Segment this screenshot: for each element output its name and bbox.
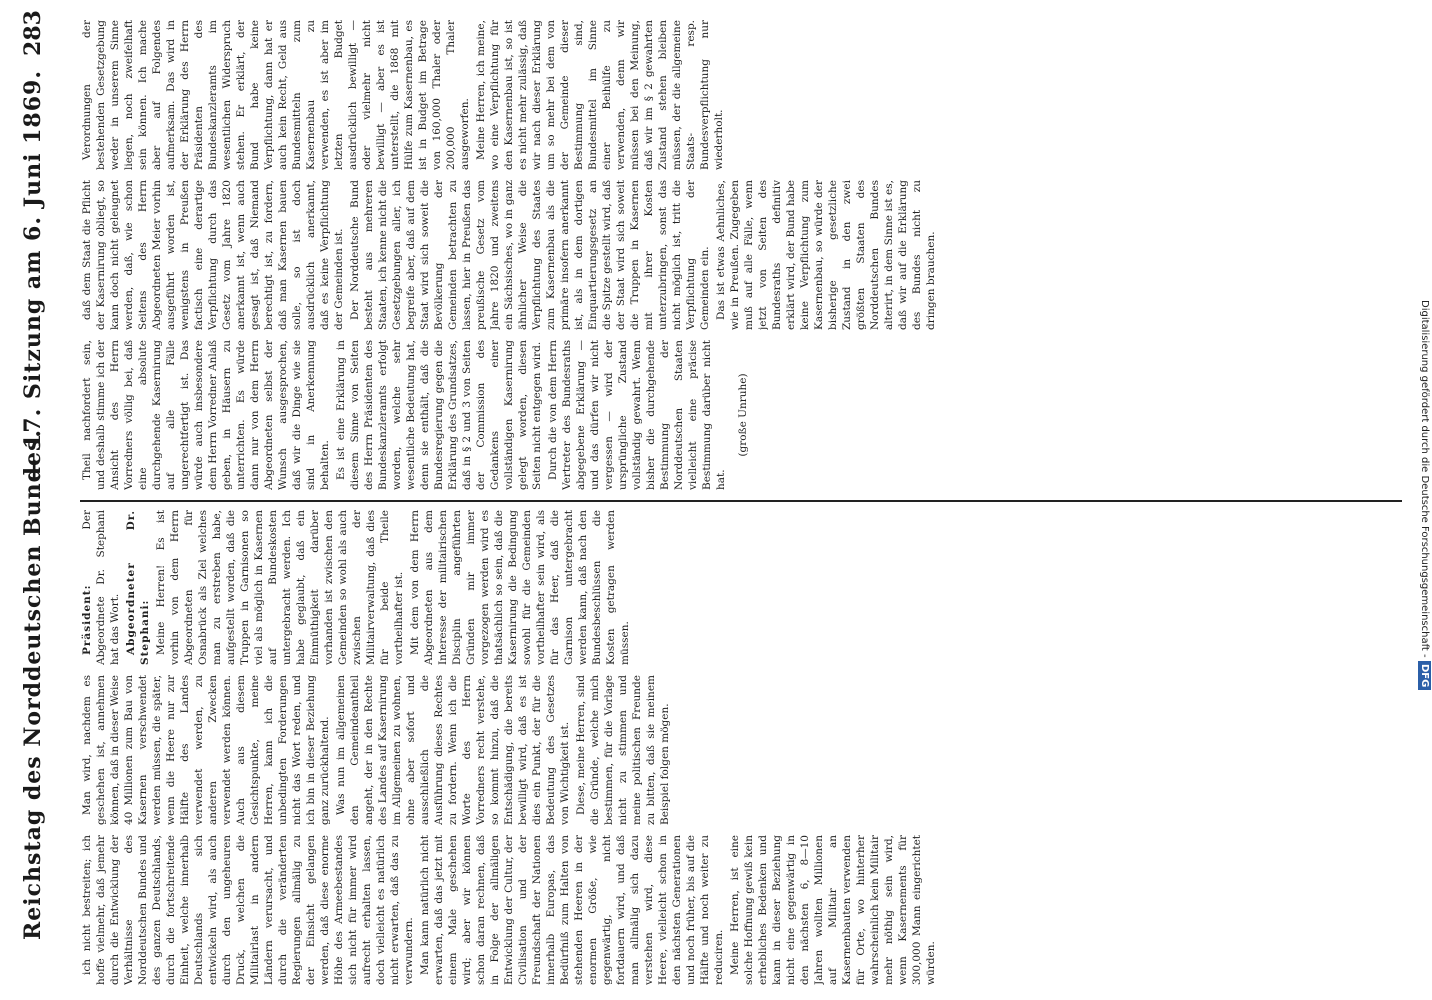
page-divider (80, 500, 1402, 502)
column-6 (80, 20, 1402, 170)
paragraph: Was nun im allgemeinen den Gemeindeantheil angeht, der in den Rechte des Landes auf Kasernirung im Allgemeinen zu wohnen, ohne aber sofort und ausschließlich die Ausführung dieses Rechtes zu fordern. Wenn ich die Worte des Herrn Vorredners recht verstehe, so kommt hinzu, daß die Entschädigung, die bereits bewilligt wird, daß es ist dies ein Punkt, der für die Bedeutung des Gesetzes von Wichtigkeit ist. (335, 675, 571, 825)
paragraph: Diese, meine Herren, sind die Gründe, welche mich bestimmen, für die Vorlage nicht zu stimmen und meine politischen Freunde zu bitten, daß sie meinem Beispiel folgen mögen. (575, 675, 671, 825)
page-number: 283 (20, 10, 46, 56)
paragraph: ich nicht bestreiten; ich hoffe vielmehr, daß jemehr durch die Entwicklung der Verhältnisse des Norddeutschen Bundes und des ganzen Deutschlands, durch die fortschreitende Einheit, welche innerhalb Deutschlands sich entwickeln wird, als auch durch den ungeheuren Druck, welchen die Militairlast in andern Ländern verursacht, und durch die veränderten Regierungen allmälig zu der Einsicht gelangen werden, daß diese enorme Höhe des Armeebestandes sich nicht für immer wird aufrecht erhalten lassen, doch vielleicht es natürlich nicht erwarten, daß das zu verwundern. (81, 835, 415, 985)
paragraph: Meine Herren, ist eine solche Hoffnung gewiß kein erhebliches Bedenken und kann in dieser Beziehung nicht eine gegenwärtig in den nächsten 6, 8—10 Jahren wollten Millionen auf Militair an Kasernenbauten verwenden für Orte, wo hinterher wahrscheinlich kein Militair mehr nöthig sein wird, wenn Kasernements für 300,000 Mann eingerichtet würden. (729, 835, 937, 985)
session-title: — 17. Sitzung am 6. Juni 1869. (20, 70, 46, 481)
column-5 (80, 180, 1402, 330)
speaker-line (80, 510, 122, 665)
dfg-logo: DFG (1418, 661, 1431, 690)
paragraph: Theil nachfordert sein, und deshalb stimme ich der Ansicht des Herrn Vorredners völlig bei, daß eine absolute durchgehende Kasernirung auf alle Fälle ungerechtfertigt ist. Das würde auch insbesondere dem Herrn Vorredner Anlaß geben, in Häusern zu unterrichten. Es würde dann nur von dem Herrn Abgeordneten selbst der Wunsch ausgesprochen, daß wir die Dinge wie sie sind in Anerkennung behalten. (81, 340, 331, 490)
running-title: Reichstag des Norddeutschen Bundes. (20, 428, 46, 940)
digitization-credit (1419, 300, 1430, 690)
column-1 (80, 835, 1402, 985)
speaker-name: Abgeordneter Dr. Stephani: (125, 510, 151, 665)
page-header (20, 0, 60, 1000)
paragraph: Verordnungen der bestehenden Gesetzgebung weder in unserem Sinne liegen, noch zweifelhaft sein können. Ich mache aber auf Folgendes aufmerksam. Das wird in der Erklärung des Herrn Präsidenten des Bundeskanzleramts im wesentlichen Widerspruch stehen. Er erklärt, der Bund habe keine Verpflichtung, dann hat er auch kein Recht, Geld aus Bundesmitteln zum Kasernenbau zu verwenden, es ist aber im letzten Budget ausdrücklich bewilligt — oder vielmehr nicht bewilligt — aber es ist unterstellt, die 1868 mit Hülfe zum Kasernenbau, es ist in Budget im Betrage von 160,000 Thaler oder 200,000 Thaler ausgeworfen. (81, 20, 471, 170)
column-2 (80, 675, 1402, 825)
paragraph: Durch die von dem Herrn Vertreter des Bundesraths abgegebene Erklärung — und das dürfen wir nicht vergessen — wird der ursprüngliche Zustand vollständig gewahrt. Wenn bisher die durchgehende Bestimmung der Norddeutschen Staaten vielleicht eine präcise Bestimmung darüber nicht hat. (547, 340, 727, 490)
speaker-text: Der Abgeordnete Dr. Stephani hat das Wort. (81, 510, 121, 665)
paragraph: Meine Herren! Es ist vorhin von dem Herrn Abgeordneten für Osnabrück als Ziel welches man zu erstreben habe, aufgestellt worden, daß die Truppen in Garnisonen so viel als möglich in Kasernen auf Bundeskosten untergebracht werden. Ich habe geglaubt, daß ein Einmüthigkeit darüber vorhanden ist zwischen den Gemeinden so wohl als auch zwischen der Militairverwaltung, daß dies für beide Theile vortheilhafter ist. (155, 510, 405, 665)
speaker-name: Präsident: (81, 584, 93, 655)
column-3 (80, 510, 1402, 665)
paragraph: Das ist etwas Aehnliches, wie in Preußen. Zugegeben muß auf alle Fälle, wenn jetzt von Seiten des Bundesraths definitiv erklärt wird, der Bund habe keine Verpflichtung zum Kasernenbau, so würde der bisherige gesetzliche Zustand in den zwei größten Staaten des Norddeutschen Bundes alterirt, in dem Sinne ist es, daß wir auf die Erklärung des Bundes nicht zu dringen brauchen. (715, 180, 937, 330)
paragraph: Meine Herren, ich meine, wo eine Verpflichtung für den Kasernenbau ist, so ist es nicht mehr zulässig, daß wir nach dieser Erklärung um so mehr bei dem von der Gemeinde dieser Bestimmung sind, Bundesmittel im Sinne einer Beihülfe zu verwenden, denn wir müssen bei den Meinung, daß wir im § 2 gewahrten Zustand stehen bleiben müssen, der die allgemeine Staats- resp. Bundesverpflichtung nur wiederholt. (475, 20, 725, 170)
stage-direction: (große Unruhe) (737, 373, 749, 457)
speaker-line (124, 510, 152, 665)
paragraph: Man wird, nachdem es geschehen ist, annehmen können, daß in dieser Weise 40 Millionen zum Bau von Kasernen verschwendet werden müssen, die später, wenn die Heere nur zur Hälfte des Landes verwendet werden, zu anderen Zwecken verwendet werden können. Auch aus diesem Gesichtspunkte, meine Herren, kann ich die unbedingten Forderungen nicht das Wort reden, und ich bin in dieser Beziehung ganz zurückhaltend. (81, 675, 331, 825)
paragraph: Der Norddeutsche Bund besteht aus mehreren Staaten, ich kenne nicht die Gesetzgebungen aller, ich begreife aber, daß auf dem Staat wird sich soweit die Bevölkerung der Gemeinden betrachten zu lassen, hier in Preußen das preußische Gesetz vom Jahre 1820 und zweitens ein Sächsisches, wo in ganz ähnlicher Weise die Verpflichtung des Staates zum Kasernenbau als die primäre insofern anerkannt ist, als in dem dortigen Einquartierungsgesetz an die Spitze gestellt wird, daß der Staat wird sich soweit die Truppen in Kasernen mit ihrer Kosten unterzubringen, sonst das nicht möglich ist, tritt die Verpflichtung der Gemeinden ein. (349, 180, 711, 330)
paragraph: daß dem Staat die Pflicht der Kasernirung obliegt, so kann doch nicht geleugnet werden, daß, wie schon Seitens des Herrn Abgeordneten Meier vorhin ausgeführt worden ist, wenigstens in Preußen factisch eine derartige Verpflichtung durch das Gesetz vom Jahre 1820 anerkannt ist, wenn auch gesagt ist, daß Niemand berechtigt ist, zu fordern, daß man Kasernen bauen solle, so ist doch ausdrücklich anerkannt, daß es keine Verpflichtung der Gemeinden ist. (81, 180, 345, 330)
column-4 (80, 340, 1402, 490)
paragraph: Es ist eine Erklärung in diesem Sinne von Seiten des Herrn Präsidenten des Bundeskanzleramts erfolgt worden, welche sehr wesentliche Bedeutung hat, denn sie enthält, daß die Bundesregierung gegen die Erklärung des Grundsatzes, daß in § 2 und 3 von Seiten der Commission des Gedankens einer vollständigen Kasernirung gelegt worden, diesen Seiten nicht entgegen wird. (335, 340, 543, 490)
credit-text: Digitalisierung gefördert durch die Deutsche Forschungsgemeinschaft - (1419, 300, 1430, 658)
paragraph: Mit dem von dem Herrn Abgeordneten aus dem Interesse der militairischen Disciplin angeführten Gründen mir immer vorgezogen werden wird es thatsächlich so sein, daß die Kasernirung die Bedingung sowohl für die Gemeinden vortheilhafter sein wird, als für das Heer, daß die Garnison untergebracht werden kann, daß nach den Bundesbeschlüssen die Kosten getragen werden müssen. (409, 510, 631, 665)
paragraph: Man kann natürlich nicht erwarten, daß das jetzt mit einem Male geschehen wird; aber wir können schon daran rechnen, daß in Folge der allmäligen Entwicklung der Cultur, der Civilisation und der Freundschaft der Nationen innerhalb Europas, das Bedürfniß zum Halten von stehenden Heeren in der enormen Größe, wie gegenwärtig, nicht fortdauern wird, und daß man allmälig sich dazu verstehen wird, diese Heere, vielleicht schon in den nächsten Generationen und noch früher, bis auf die Hälfte und noch weiter zu reduciren. (419, 835, 725, 985)
